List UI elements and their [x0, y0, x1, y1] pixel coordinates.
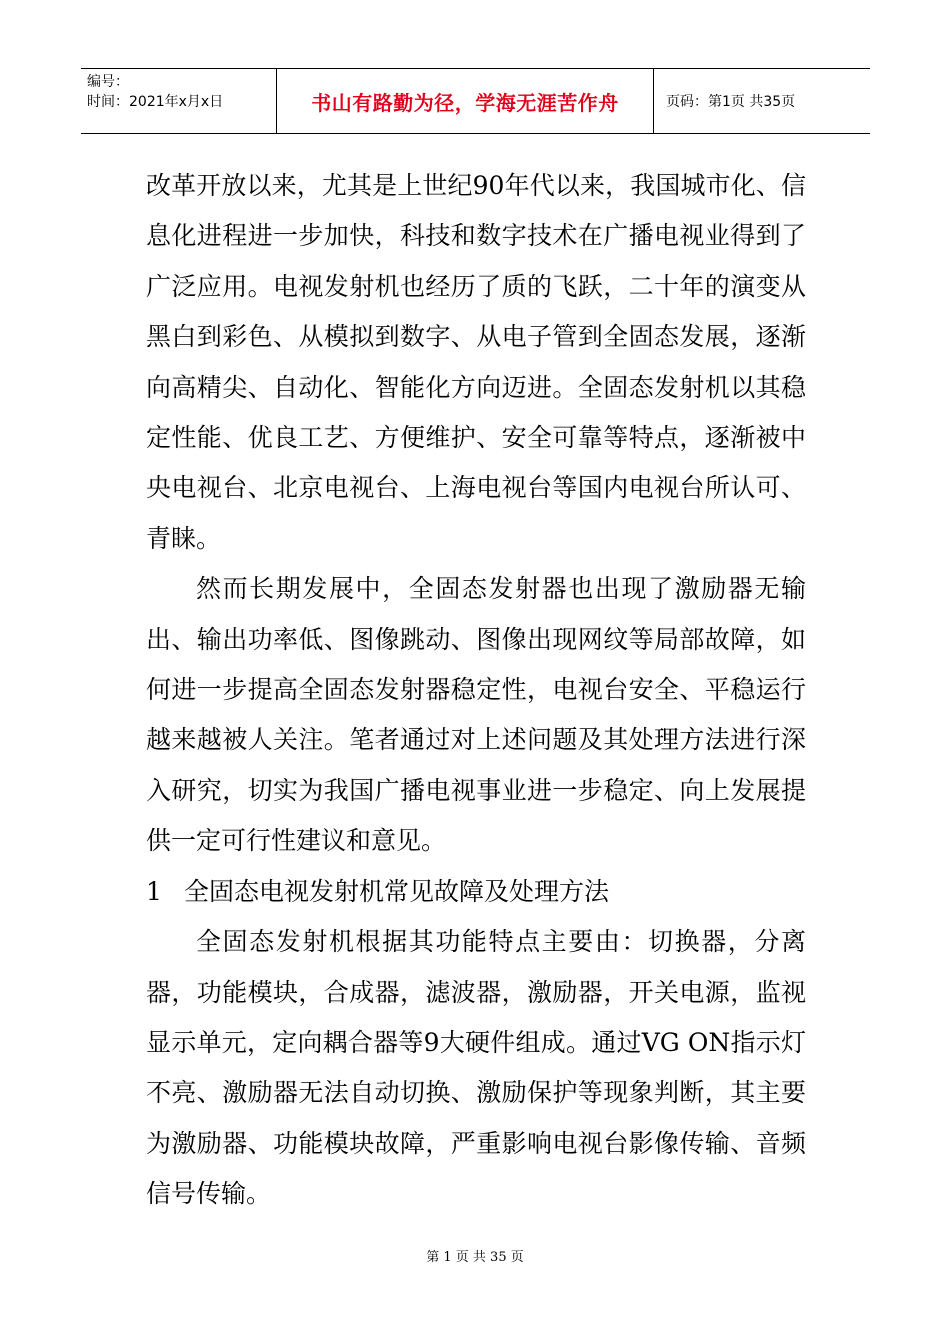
document-time-label: 时间：2021年x月x日 [87, 94, 224, 110]
section-heading-number: 1 [146, 876, 162, 906]
header-motto-cell [277, 69, 654, 133]
page-footer: 第 1 页 共 35 页 [426, 1250, 524, 1265]
section-heading-text: 全固态电视发射机常见故障及处理方法 [184, 876, 610, 906]
header-motto: 书山有路勤为径，学海无涯苦作舟 [311, 90, 619, 115]
header-page-code: 页码：第1页 共35页 [666, 94, 796, 110]
body-paragraph-3: 全固态发射机根据其功能特点主要由：切换器，分离器，功能模块，合成器，滤波器，激励器，开关电源，监视显示单元，定向耦合器等9大硬件组成。通过VG ON指示灯不亮、激励器无法自动切换、激励保护等现象判断，其主要为激励器、功能模块故障，严重影响电视台影像传输、音频信号传输。 [146, 927, 806, 1209]
header-meta-cell [81, 69, 277, 133]
document-body [146, 161, 806, 1220]
body-paragraph-2: 然而长期发展中，全固态发射器也出现了激励器无输出、输出功率低、图像跳动、图像出现网纹等局部故障，如何进一步提高全固态发射器稳定性，电视台安全、平稳运行越来越被人关注。笔者通过对上述问题及其处理方法进行深入研究，切实为我国广播电视事业进一步稳定、向上发展提供一定可行性建议和意见。 [146, 574, 806, 856]
section-heading [146, 867, 806, 917]
header-page-cell [654, 69, 870, 133]
page-header [81, 68, 870, 134]
document-number-label: 编号： [87, 74, 129, 90]
body-paragraph-1: 改革开放以来，尤其是上世纪90年代以来，我国城市化、信息化进程进一步加快，科技和数字技术在广播电视业得到了广泛应用。电视发射机也经历了质的飞跃，二十年的演变从黑白到彩色、从模拟到数字、从电子管到全固态发展，逐渐向高精尖、自动化、智能化方向迈进。全固态发射机以其稳定性能、优良工艺、方便维护、安全可靠等特点，逐渐被中央电视台、北京电视台、上海电视台等国内电视台所认可、青睐。 [146, 171, 806, 553]
